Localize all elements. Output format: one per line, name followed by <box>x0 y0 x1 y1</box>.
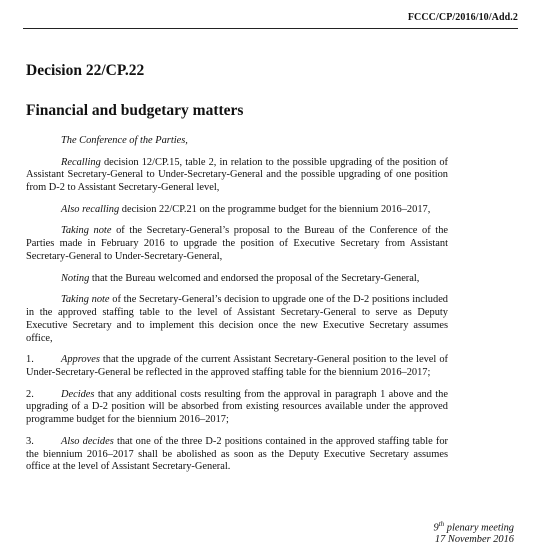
preamble-opening: The Conference of the Parties, <box>61 135 188 146</box>
meeting-number: 9th plenary meeting <box>433 520 514 534</box>
operative-paragraph: 2. Decides that any additional costs resulting from the approval in paragraph 1 above and the upgrading of a D-2 position will be absorbed from existing resources available under the approved programme budget for the biennium 2016–2017; <box>26 388 448 426</box>
header-divider <box>23 28 518 29</box>
decision-title: Decision 22/CP.22 <box>26 62 145 79</box>
decision-body <box>26 135 448 483</box>
preamble-paragraph: Taking note of the Secretary-General’s proposal to the Bureau of the Conference of the Parties made in February 2016 to upgrade the position of Executive Secretary from Assistant Secretary-General to Under-Secretary-General, <box>26 225 448 262</box>
decision-subject: Financial and budgetary matters <box>26 102 244 119</box>
meeting-date: 17 November 2016 <box>434 534 514 546</box>
preamble-paragraph: Noting that the Bureau welcomed and endorsed the proposal of the Secretary-General, <box>61 272 420 284</box>
preamble-paragraph: Also recalling decision 22/CP.21 on the programme budget for the biennium 2016–2017, <box>61 203 431 215</box>
preamble-paragraph: Taking note of the Secretary-General’s decision to upgrade one of the D-2 positions included in the approved staffing table to the level of Assistant Secretary-General to serve as Deputy Executive Secretary and to implement this decision once the new Executive Secretary assumes office, <box>26 294 449 344</box>
operative-paragraph: 3. Also decides that one of the three D-2 positions contained in the approved staffing table for the biennium 2016–2017 shall be abolished as soon as the Deputy Executive Secretary assumes office at the level of Assistant Secretary-General. <box>26 435 448 473</box>
preamble-paragraph: Recalling decision 12/CP.15, table 2, in relation to the possible upgrading of the position of Assistant Secretary-General to Under-Secretary-General and the possible upgrading of one position from D-2 to Assistant Secretary-General level, <box>26 156 448 194</box>
meeting-note <box>434 518 514 546</box>
operative-paragraph: 1. Approves that the upgrade of the current Assistant Secretary-General position to the level of Under-Secretary-General be reflected in the approved staffing table for the biennium 2016–2017; <box>26 354 448 378</box>
document-symbol: FCCC/CP/2016/10/Add.2 <box>407 12 518 23</box>
